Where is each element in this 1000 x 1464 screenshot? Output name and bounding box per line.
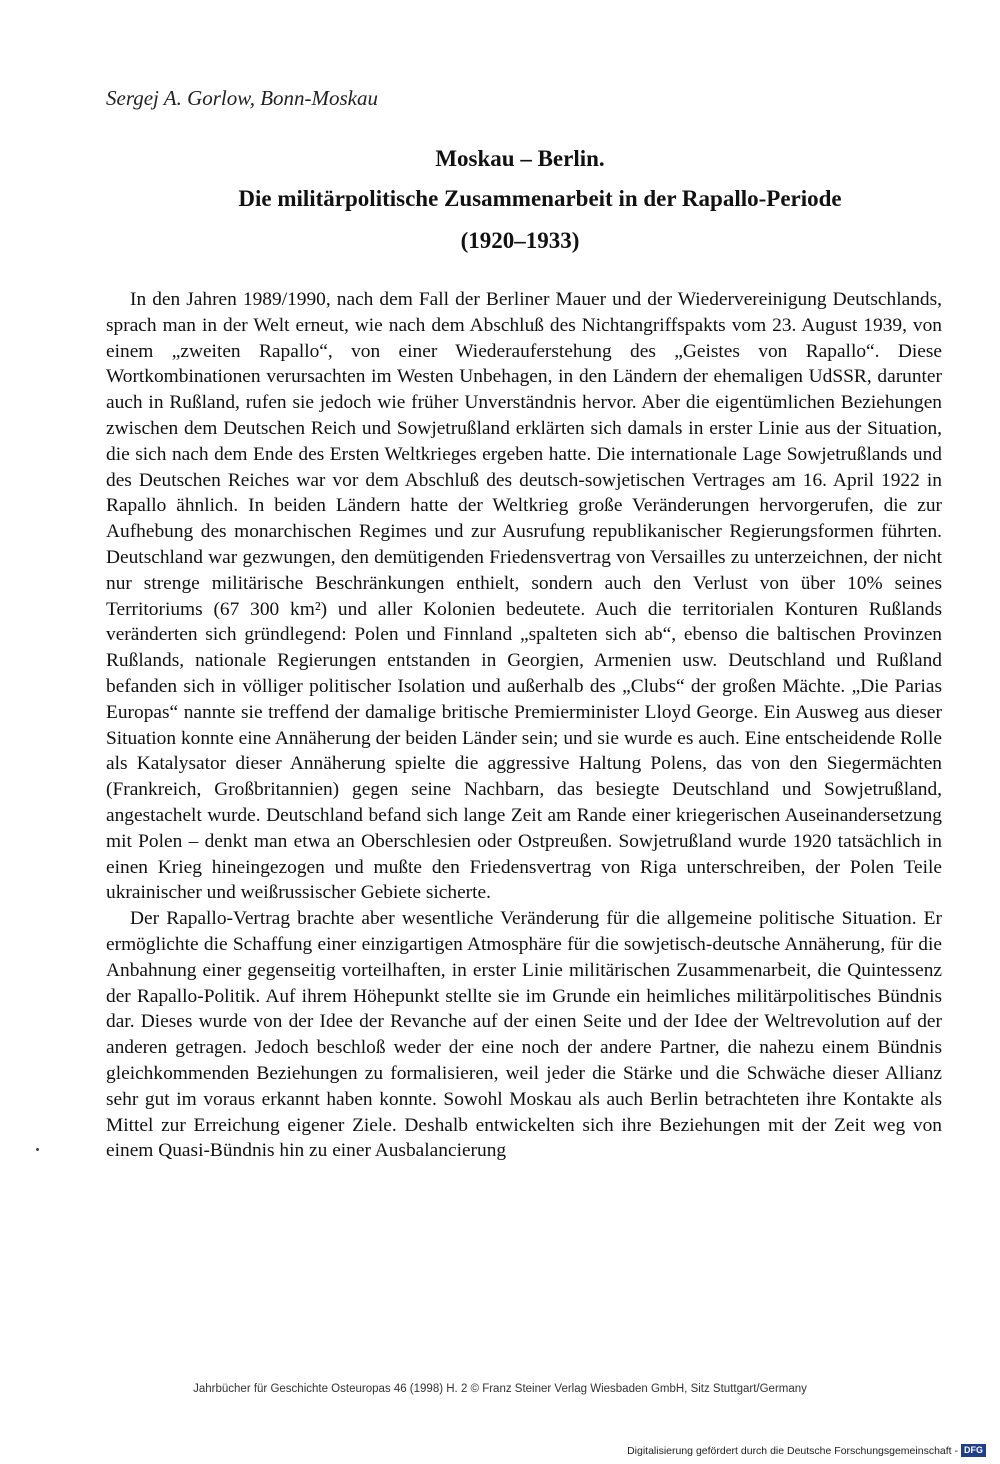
- digitization-note: Digitalisierung gefördert durch die Deutsche Forschungsgemeinschaft -: [627, 1444, 958, 1457]
- article-title-line-3: (1920–1933): [460, 228, 580, 253]
- margin-speck: [36, 1148, 39, 1151]
- digitization-credit: [627, 1444, 986, 1457]
- article-title-line-1: Moskau – Berlin.: [435, 146, 605, 171]
- article-title-line-2: Die militärpolitische Zusammenarbeit in der Rapallo-Periode: [238, 186, 842, 211]
- article-body: [106, 287, 942, 1164]
- journal-footer: Jahrbücher für Geschichte Osteuropas 46 (1998) H. 2 © Franz Steiner Verlag Wiesbaden GmbH, Sitz Stuttgart/Germany: [193, 1383, 807, 1395]
- paragraph-1: In den Jahren 1989/1990, nach dem Fall der Berliner Mauer und der Wiedervereinigung Deutschlands, sprach man in der Welt erneut, wie nach dem Abschluß des Nichtangriffspakts vom 23. August 1939, von einem „zweiten Rapallo“, von einer Wiederauferstehung des „Geistes von Rapallo“. Diese Wortkombinationen verursachten im Westen Unbehagen, in den Ländern der ehemaligen UdSSR, darunter auch in Rußland, rufen sie jedoch wie früher Unverständnis hervor. Aber die eigentümlichen Beziehungen zwischen dem Deutschen Reich und Sowjetrußland erklärten sich damals in erster Linie aus der Situation, die sich nach dem Ende des Ersten Weltkrieges ergeben hatte. Die internationale Lage Sowjetrußlands und des Deutschen Reiches war vor dem Abschluß des deutsch-sowjetischen Vertrages am 16. April 1922 in Rapallo ähnlich. In beiden Ländern hatte der Weltkrieg große Veränderungen hervorgerufen, die zur Aufhebung des monarchischen Regimes und zur Ausrufung republikanischer Regierungsformen führten. Deutschland war gezwungen, den demütigenden Friedensvertrag von Versailles zu unterzeichnen, der nicht nur strenge militärische Beschränkungen enthielt, sondern auch den Verlust von über 10% seines Territoriums (67 300 km²) und aller Kolonien bedeutete. Auch die territorialen Konturen Rußlands veränderten sich gründlegend: Polen und Finnland „spalteten sich ab“, ebenso die baltischen Provinzen Rußlands, nationale Regierungen entstanden in Georgien, Armenien usw. Deutschland und Rußland befanden sich in völliger politischer Isolation und außerhalb des „Clubs“ der großen Mächte. „Die Parias Europas“ nannte sie treffend der damalige britische Premierminister Lloyd George. Ein Ausweg aus dieser Situation konnte eine Annäherung der beiden Länder sein; und sie wurde es auch. Eine entscheidende Rolle als Katalysator dieser Annäherung spielte die aggressive Haltung Polens, das von den Siegermächten (Frankreich, Großbritannien) gegen seine Nachbarn, das besiegte Deutschland und Sowjetrußland, angestachelt wurde. Deutschland befand sich lange Zeit am Rande einer kriegerischen Auseinandersetzung mit Polen – denkt man etwa an Oberschlesien oder Ostpreußen. Sowjetrußland wurde 1920 tatsächlich in einen Krieg hineingezogen und mußte den Friedensvertrag von Riga unterschreiben, der Polen Teile ukrainischer und weißrussischer Gebiete sicherte.: [106, 289, 942, 904]
- author-line: Sergej A. Gorlow, Bonn-Moskau: [106, 86, 378, 110]
- paragraph-2: Der Rapallo-Vertrag brachte aber wesentliche Veränderung für die allgemeine politische Situation. Er ermöglichte die Schaffung einer einzigartigen Atmosphäre für die sowjetisch-deutsche Annäherung, für die Anbahnung einer gegenseitig vorteilhaften, in erster Linie militärischen Zusammenarbeit, die Quintessenz der Rapallo-Politik. Auf ihrem Höhepunkt stellte sie im Grunde ein heimliches militärpolitisches Bündnis dar. Dieses wurde von der Idee der Revanche auf der einen Seite und der Idee der Weltrevolution auf der anderen getragen. Jedoch beschloß weder der eine noch der andere Partner, die nahezu einem Bündnis gleichkommenden Beziehungen zu formalisieren, weil jeder die Stärke und die Schwäche dieser Allianz sehr gut im voraus erkannt haben konnte. Sowohl Moskau als auch Berlin betrachteten ihre Kontakte als Mittel zur Erreichung eigener Ziele. Deshalb entwickelten sich ihre Beziehungen mit der Zeit weg von einem Quasi-Bündnis hin zu einer Ausbalancierung: [106, 908, 942, 1162]
- dfg-logo-icon: DFG: [961, 1444, 986, 1457]
